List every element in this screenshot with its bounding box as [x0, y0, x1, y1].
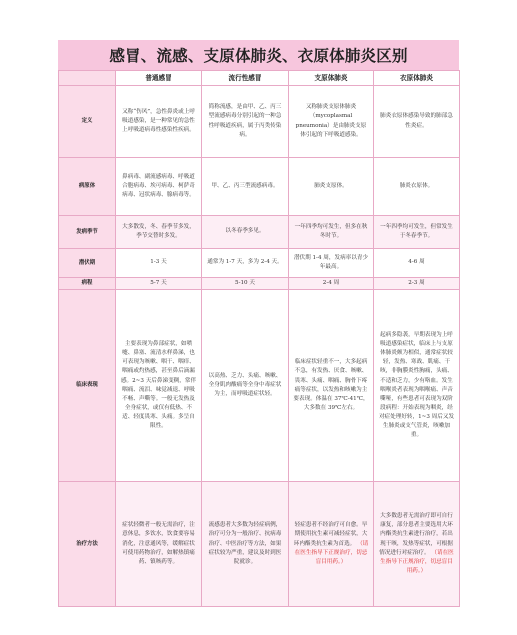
comparison-sheet: [58, 40, 459, 605]
table-cell: 1-3 天: [116, 249, 202, 278]
comparison-table: [58, 70, 460, 607]
table-cell: 以高热、乏力、头痛、咳嗽、全身肌肉酸痛等全身中毒症状为主，而呼吸道症状轻。: [202, 290, 289, 482]
medical-warning: （请在医生指导下正规治疗，切忌盲目用药。）: [380, 549, 454, 574]
table-cell: 潜伏期 1-4 周，发病率以青少年最高。: [289, 249, 374, 278]
table-row: [59, 482, 460, 607]
table-cell: 大多散发，冬、春季节多发，季节交替时多发。: [116, 216, 202, 249]
cell-text: 流感患者大多数为轻症病例，治疗可分为一般治疗、抗病毒治疗、中医治疗等方法，如果症状较为严重，建议及时到医院就诊。: [208, 522, 282, 565]
column-header-chlamydia: 衣原体肺炎: [374, 71, 460, 86]
table-cell: 一年四季均可发生，但多在秋冬时节。: [289, 216, 374, 249]
row-label-season: 发病季节: [59, 216, 116, 249]
table-row: [59, 290, 460, 482]
cell-text: 症状轻微者一般无需治疗，注意休息，多饮水，饮食要容易消化，注意通风等，缓解症状可使用药物治疗，如解热镇痛药、镇咳药等。: [122, 522, 195, 565]
row-label-course: 病程: [59, 278, 116, 290]
column-header-mycoplasma: 支原体肺炎: [289, 71, 374, 86]
table-row: [59, 158, 460, 216]
row-label-pathogen: 病原体: [59, 158, 116, 216]
table-cell: 肺炎衣原体。: [374, 158, 460, 216]
table-cell: [202, 482, 289, 607]
page-title: 感冒、流感、支原体肺炎、衣原体肺炎区别: [58, 40, 459, 70]
table-row: [59, 278, 460, 290]
table-cell: 甲、乙、丙三型流感病毒。: [202, 158, 289, 216]
table-row: [59, 216, 460, 249]
table-cell: 肺炎支原体。: [289, 158, 374, 216]
row-label-incubation: 潜伏期: [59, 249, 116, 278]
table-cell: 临床症状轻重不一，大多起病不急，有发热、厌食、咳嗽、畏寒、头痛、咽痛、胸骨下疼痛等症状，以发热和咳嗽为主要表现。体温在 37℃-41℃，大多数在 39℃左右。: [289, 290, 374, 482]
column-header-common-cold: 普通感冒: [116, 71, 202, 86]
table-cell: 5-7 天: [116, 278, 202, 290]
table-cell: 又称肺炎支原体肺炎（mycoplasmal pneumonia）是由肺炎支原体引起的下呼吸道感染。: [289, 86, 374, 158]
cell-text: 大多数患者无需治疗即可自行康复，部分患者主要选用大环内酯类抗生素进行治疗，若出现干咳，发热等症状，可根据情况进行对症治疗。: [379, 513, 453, 556]
table-cell: [116, 482, 202, 607]
table-cell: [374, 482, 460, 607]
column-header-influenza: 流行性感冒: [202, 71, 289, 86]
row-label-clinical: 临床表现: [59, 290, 116, 482]
row-label-treatment: 治疗方法: [59, 482, 116, 607]
table-cell: 4-6 周: [374, 249, 460, 278]
table-cell: 2-3 周: [374, 278, 460, 290]
table-cell: 2-4 周: [289, 278, 374, 290]
cell-text: 轻症患者不经治疗可自愈。早期使用抗生素可减轻症状，大环内酯类抗生素为首选。: [293, 522, 368, 547]
table-cell: 又称“伤风”，急性鼻炎或上呼吸道感染，是一种常见的急性上呼吸道病毒性感染性疾病。: [116, 86, 202, 158]
table-row: [59, 249, 460, 278]
row-label-definition: 定义: [59, 86, 116, 158]
table-cell: 通常为 1-7 天，多为 2-4 天。: [202, 249, 289, 278]
table-cell: 肺炎衣原体感染导致的肺部急性炎症。: [374, 86, 460, 158]
header-row: [59, 71, 460, 86]
table-cell: 主要表现为鼻部症状，如喷嚏、鼻塞、流清水样鼻涕，也可表现为咳嗽、咽干、咽痒、咽痛或灼热感，甚至鼻后滴漏感。2~3 天后鼻涕变稠，常伴咽痛、流泪、味觉减退、呼吸不畅、声嘶等。一般无发热及全身症状，或仅有低热、不适、轻度畏寒、头痛。多呈自限性。: [116, 290, 202, 482]
table-cell: [289, 482, 374, 607]
medical-warning: （请在医生指导下正规治疗，切忌盲目用药。）: [294, 540, 369, 565]
table-cell: 5-10 天: [202, 278, 289, 290]
table-cell: 鼻病毒、副流感病毒、呼吸道合胞病毒、埃可病毒、柯萨奇病毒、冠状病毒、腺病毒等。: [116, 158, 202, 216]
table-cell: 起病多隐袭，早期表现为上呼吸道感染症状，临床上与支原体肺炎颇为相似，通常症状较轻，发热、寒战、肌痛、干咳，非胸膜炎性胸痛，头痛、不适和乏力，少有咯血。发生咽喉炎者表现为咽喉痛、声音嘶哑，有些患者可表现为双阶段病程：开始表现为咽炎，经对症处理好转，1~3 周后又发生肺炎或支气管炎，咳嗽加重。: [374, 290, 460, 482]
table-cell: 简称流感，是由甲、乙、丙三型流感病毒分别引起的一种急性呼吸道疾病，属于丙类传染病。: [202, 86, 289, 158]
table-row: [59, 86, 460, 158]
table-cell: 一年四季均可发生，但常发生于冬春季节。: [374, 216, 460, 249]
corner-cell: [59, 71, 116, 86]
table-cell: 以冬春季多见。: [202, 216, 289, 249]
